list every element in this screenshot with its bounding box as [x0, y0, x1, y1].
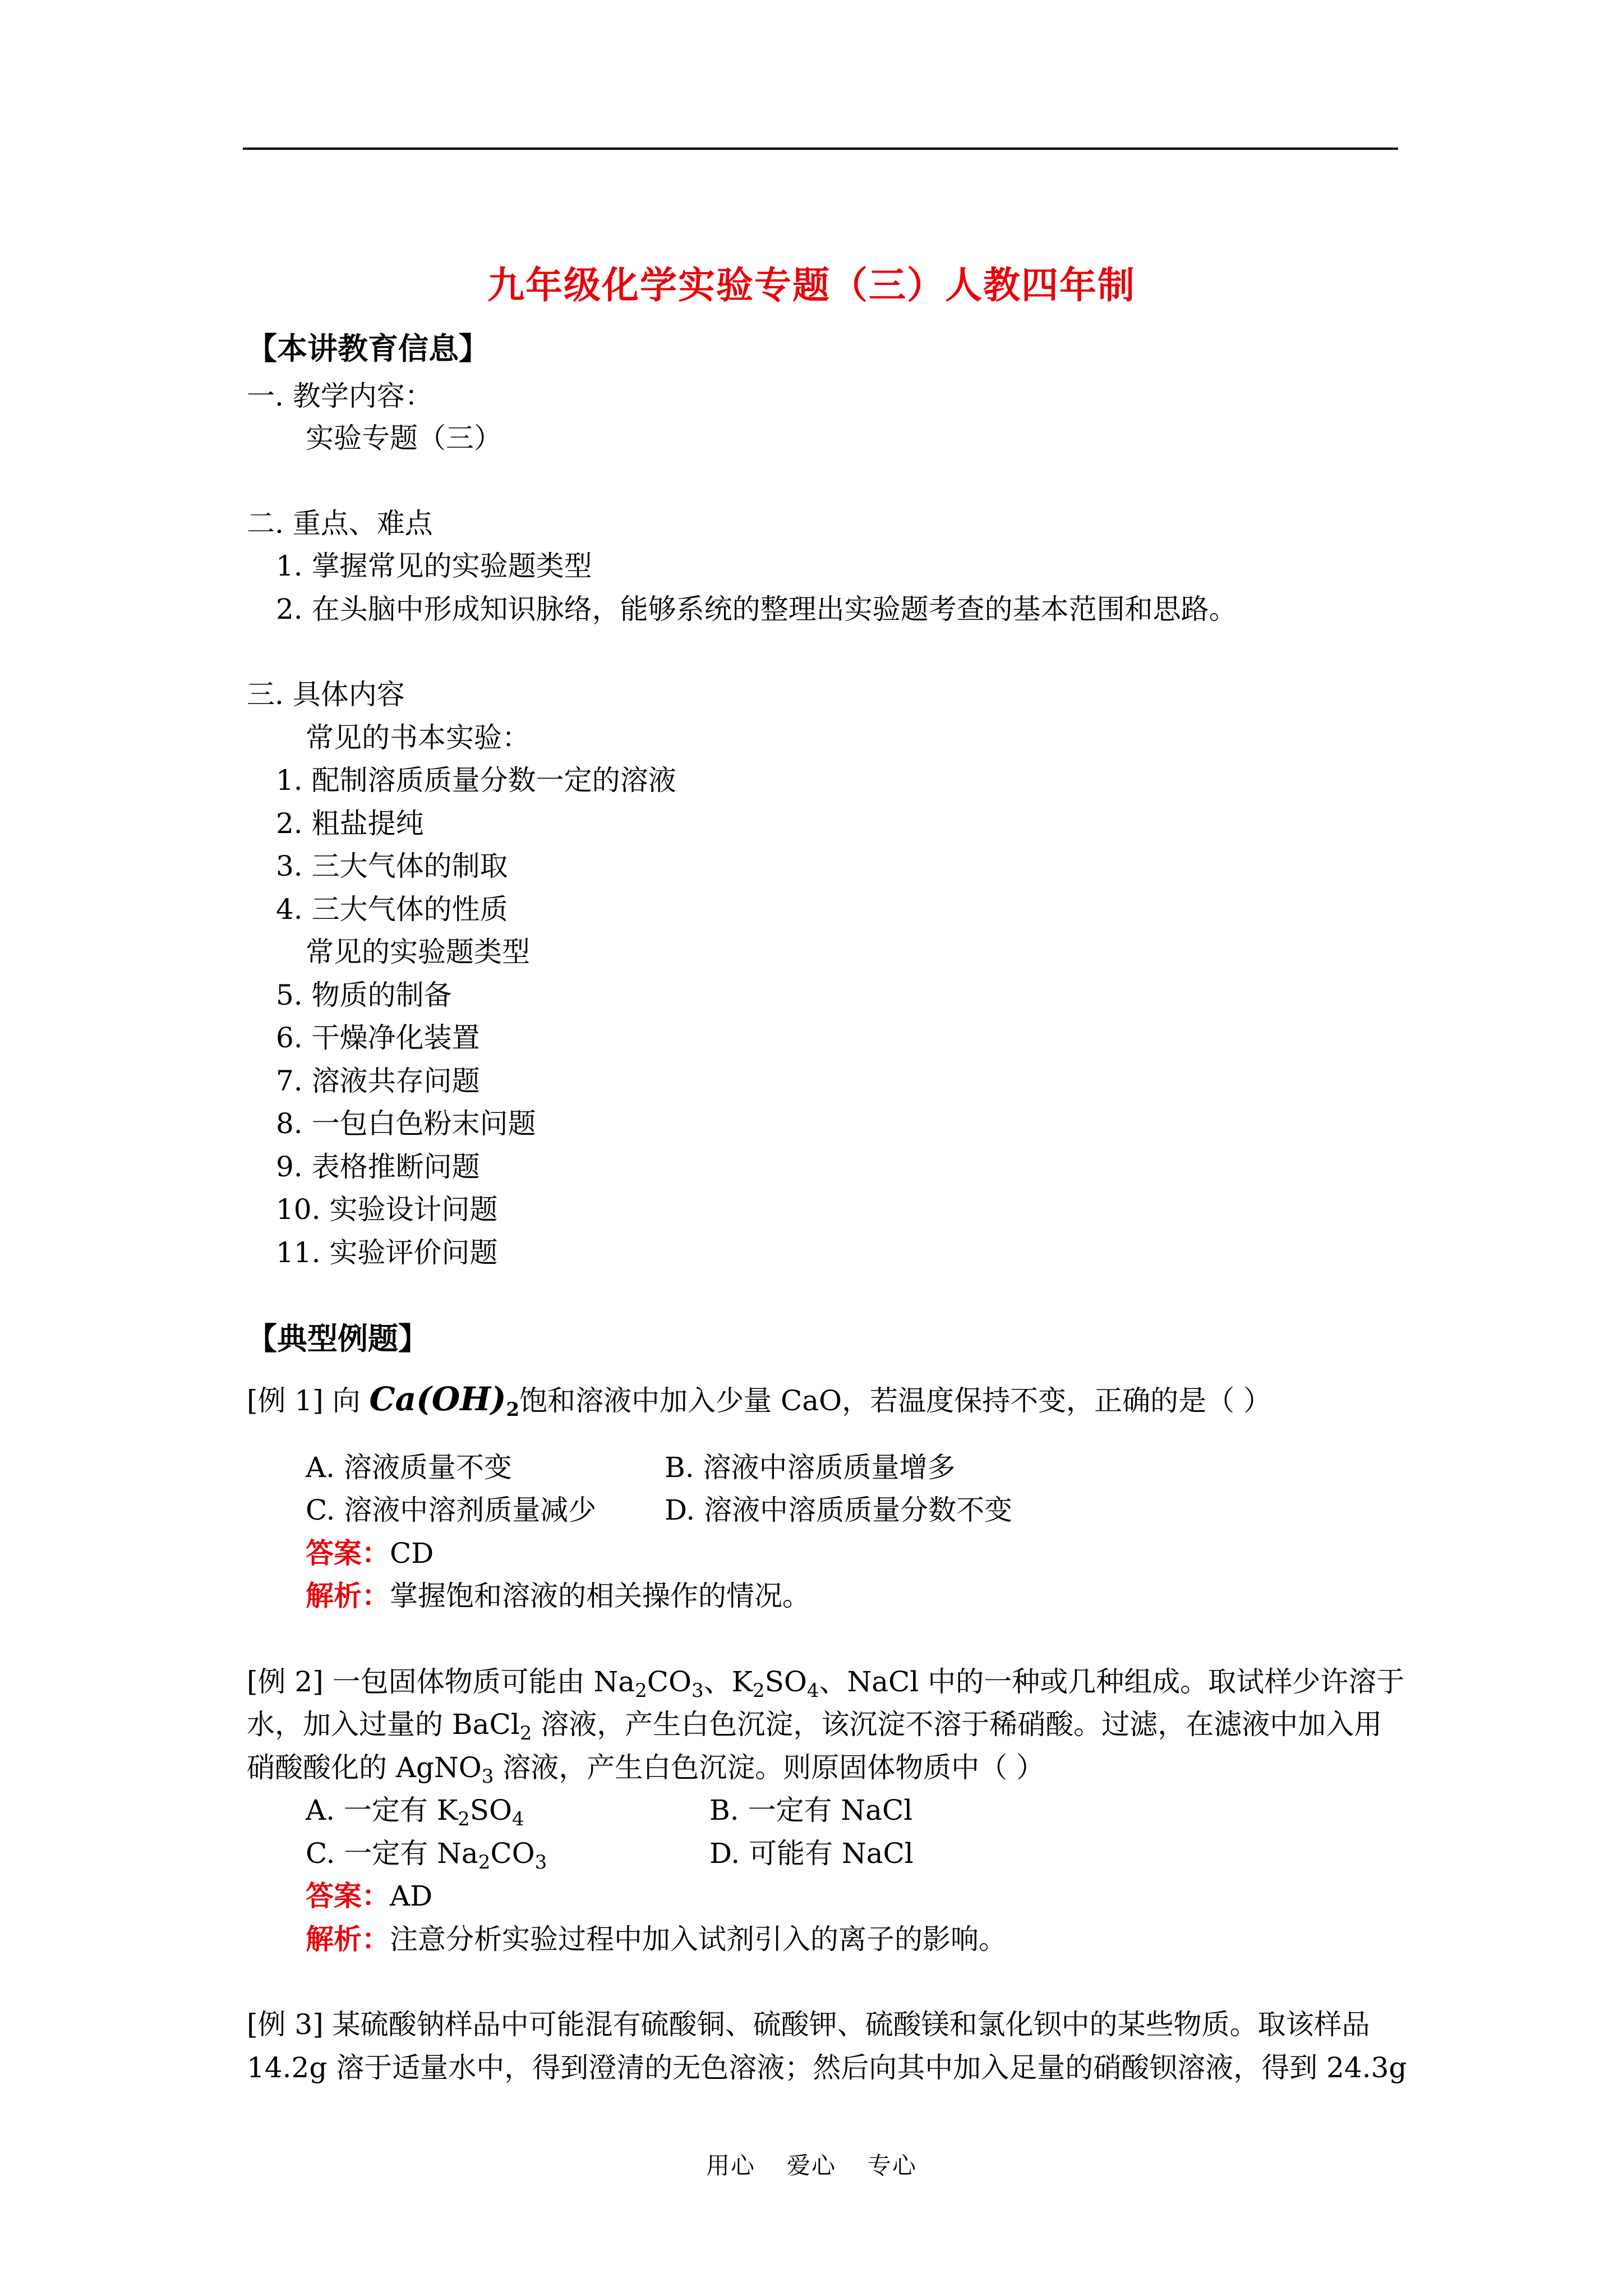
subscript: 2 [478, 1851, 491, 1874]
page-title: 九年级化学实验专题（三）人教四年制 [487, 263, 1136, 307]
example2-line [247, 1704, 1382, 1754]
section3-item: 5. 物质的制备 [276, 979, 452, 1011]
analysis-label: 解析： [306, 1922, 390, 1955]
section3-item: 2. 粗盐提纯 [276, 807, 424, 840]
section3-heading: 三. 具体内容 [247, 678, 405, 711]
example2-option-c [306, 1833, 547, 1883]
section2-heading: 二. 重点、难点 [247, 507, 433, 540]
section3-item: 7. 溶液共存问题 [276, 1065, 480, 1097]
section3-subheading: 常见的实验题类型 [306, 936, 530, 968]
analysis-text: 掌握饱和溶液的相关操作的情况。 [390, 1580, 810, 1612]
formula-ca: Ca [369, 1380, 417, 1418]
section1-heading: 一. 教学内容： [247, 380, 433, 412]
section3-item: 10. 实验设计问题 [276, 1193, 498, 1226]
subscript: 3 [481, 1765, 494, 1788]
example3-line: [例 3] 某硫酸钠样品中可能混有硫酸铜、硫酸钾、硫酸镁和氯化钡中的某些物质。取该样品 [247, 2008, 1370, 2041]
example1-option-b: B. 溶液中溶质质量增多 [665, 1451, 956, 1484]
example1-stem: 饱和溶液中加入少量 CaO，若温度保持不变，正确的是（ ） [519, 1384, 1271, 1417]
footer-text: 专心 [868, 2152, 917, 2179]
example2-option-d: D. 可能有 NaCl [709, 1837, 914, 1870]
text: [例 2] 一包固体物质可能由 Na [247, 1665, 635, 1698]
subscript: 3 [534, 1851, 547, 1874]
text: A. 一定有 K [306, 1794, 458, 1826]
info-heading: 【本讲教育信息】 [247, 330, 489, 366]
example1-analysis [306, 1576, 810, 1616]
footer-text: 爱心 [786, 2152, 836, 2179]
example1-answer [306, 1533, 434, 1573]
footer-text: 用心 [706, 2152, 755, 2179]
analysis-label: 解析： [306, 1579, 390, 1612]
answer-label: 答案： [306, 1536, 390, 1570]
page-footer [0, 2147, 1623, 2181]
section1-content: 实验专题（三） [306, 422, 502, 454]
section3-item: 9. 表格推断问题 [276, 1151, 480, 1183]
example2-line [247, 1662, 1404, 1711]
example2-answer [306, 1876, 432, 1916]
text: 水，加入过量的 BaCl [247, 1708, 520, 1741]
text: 溶液，产生白色沉淀，该沉淀不溶于稀硝酸。过滤，在滤液中加入用 [532, 1708, 1382, 1741]
text: 溶液，产生白色沉淀。则原固体物质中（ ） [494, 1751, 1045, 1784]
section3-item: 1. 配制溶质质量分数一定的溶液 [276, 764, 676, 797]
examples-heading: 【典型例题】 [247, 1320, 428, 1356]
text: 、K [703, 1665, 753, 1698]
example2-option-a [306, 1790, 524, 1839]
answer-value: CD [390, 1537, 434, 1570]
example1-option-c: C. 溶液中溶剂质量减少 [306, 1494, 597, 1526]
subscript: 4 [512, 1808, 524, 1830]
subscript: 2 [752, 1680, 765, 1702]
example3-line: 14.2g 溶于适量水中，得到澄清的无色溶液；然后向其中加入足量的硝酸钡溶液，得到 24.3g [247, 2051, 1407, 2084]
example1-option-d: D. 溶液中溶质质量分数不变 [665, 1494, 1013, 1526]
section3-item: 4. 三大气体的性质 [276, 893, 508, 926]
text: CO [647, 1665, 691, 1698]
text: CO [490, 1837, 535, 1870]
answer-label: 答案： [306, 1879, 390, 1912]
section2-item: 1. 掌握常见的实验题类型 [276, 550, 592, 582]
answer-value: AD [390, 1880, 433, 1912]
example2-line [247, 1747, 1044, 1797]
section2-item: 2. 在头脑中形成知识脉络，能够系统的整理出实验题考查的基本范围和思路。 [276, 593, 1237, 625]
section3-item: 6. 干燥净化装置 [276, 1022, 480, 1054]
subscript: 2 [519, 1722, 532, 1745]
subscript: 4 [806, 1680, 819, 1702]
example1-question [247, 1379, 1271, 1430]
example1-prefix: [例 1] 向 [247, 1384, 370, 1417]
section3-item: 3. 三大气体的制取 [276, 850, 508, 882]
text: 硝酸酸化的 AgNO [247, 1751, 482, 1784]
example2-analysis [306, 1919, 1007, 1959]
example2-option-b: B. 一定有 NaCl [709, 1794, 913, 1826]
text: SO [764, 1665, 807, 1698]
formula-oh: (OH) [416, 1380, 506, 1418]
header-rule [243, 148, 1398, 150]
analysis-text: 注意分析实验过程中加入试剂引入的离子的影响。 [390, 1923, 1007, 1955]
section3-subheading: 常见的书本实验： [306, 721, 530, 754]
section3-item: 8. 一包白色粉末问题 [276, 1107, 536, 1140]
subscript: 3 [691, 1680, 704, 1702]
text: SO [469, 1794, 513, 1826]
subscript: 2 [458, 1808, 470, 1830]
formula-subscript: 2 [506, 1398, 520, 1421]
subscript: 2 [635, 1680, 647, 1702]
section3-item: 11. 实验评价问题 [276, 1236, 498, 1269]
example1-option-a: A. 溶液质量不变 [306, 1451, 512, 1484]
text: C. 一定有 Na [306, 1837, 478, 1870]
text: 、NaCl 中的一种或几种组成。取试样少许溶于 [819, 1665, 1405, 1698]
